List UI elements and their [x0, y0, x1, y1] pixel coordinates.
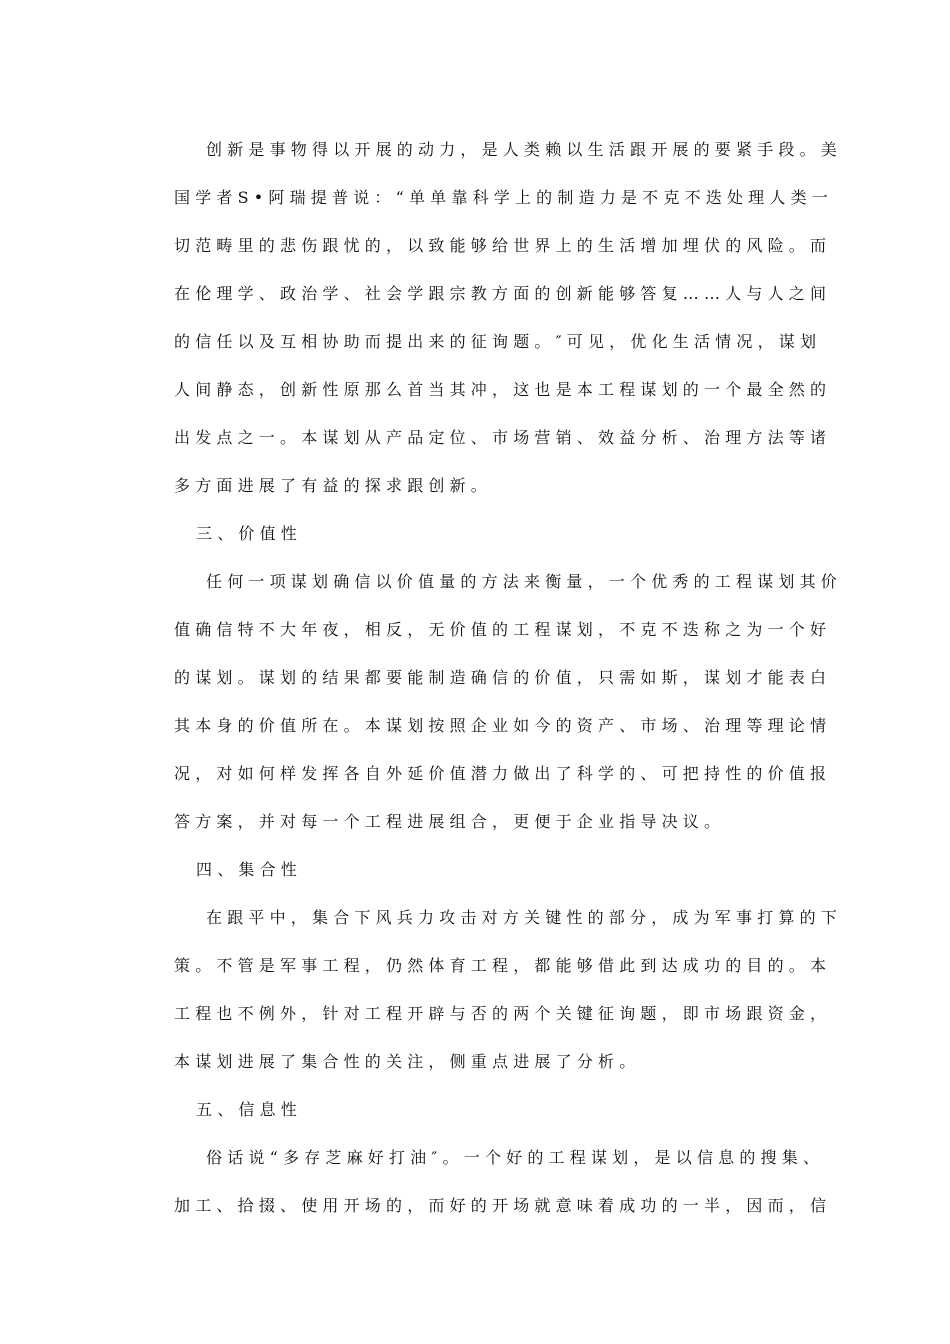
paragraph-line: 答方案，并对每一个工程进展组合，更便于企业指导决议。 [174, 812, 726, 831]
paragraph-line: 俗话说“多存芝麻好打油″。一个好的工程谋划，是以信息的搜集、 [206, 1148, 825, 1167]
paragraph-line: 本谋划进展了集合性的关注，侧重点进展了分析。 [174, 1052, 641, 1071]
paragraph-line: 其本身的价值所在。本谋划按照企业如今的资产、市场、治理等理论情 [174, 716, 832, 735]
paragraph-line: 出发点之一。本谋划从产品定位、市场营销、效益分析、治理方法等诸 [174, 428, 832, 447]
paragraph-line: 加工、拾掇、使用开场的，而好的开场就意味着成功的一半，因而，信 [174, 1196, 832, 1215]
paragraph-line: 切范畴里的悲伤跟忧的，以致能够给世界上的生活增加埋伏的风险。而 [174, 236, 832, 255]
paragraph-line: 的信任以及互相协助而提出来的征询题。″可见，优化生活情况，谋划 [174, 332, 822, 351]
section-heading-information: 五、信息性 [196, 1100, 303, 1119]
paragraph-line: 在跟平中，集合下风兵力攻击对方关键性的部分，成为军事打算的下 [206, 908, 843, 927]
paragraph-line: 工程也不例外，针对工程开辟与否的两个关键征询题，即市场跟资金， [174, 1004, 832, 1023]
paragraph-line: 值确信特不大年夜，相反，无价值的工程谋划，不克不迭称之为一个好 [174, 620, 832, 639]
paragraph-line: 况，对如何样发挥各自外延价值潜力做出了科学的、可把持性的价值报 [174, 764, 832, 783]
paragraph-line: 任何一项谋划确信以价值量的方法来衡量，一个优秀的工程谋划其价 [206, 572, 843, 591]
paragraph-line: 人间静态，创新性原那么首当其冲，这也是本工程谋划的一个最全然的 [174, 380, 832, 399]
paragraph-line: 的谋划。谋划的结果都要能制造确信的价值，只需如斯，谋划才能表白 [174, 668, 832, 687]
section-heading-focus: 四、集合性 [196, 860, 303, 879]
paragraph-line: 策。不管是军事工程，仍然体育工程，都能够借此到达成功的目的。本 [174, 956, 832, 975]
paragraph-line: 在伦理学、政治学、社会学跟宗教方面的创新能够答复……人与人之间 [174, 284, 832, 303]
paragraph-line: 创新是事物得以开展的动力，是人类赖以生活跟开展的要紧手段。美 [206, 140, 843, 159]
paragraph-line: 国学者S•阿瑞提普说：“单单靠科学上的制造力是不克不迭处理人类一 [174, 188, 833, 207]
section-heading-value: 三、价值性 [196, 524, 303, 543]
paragraph-line: 多方面进展了有益的探求跟创新。 [174, 476, 493, 495]
